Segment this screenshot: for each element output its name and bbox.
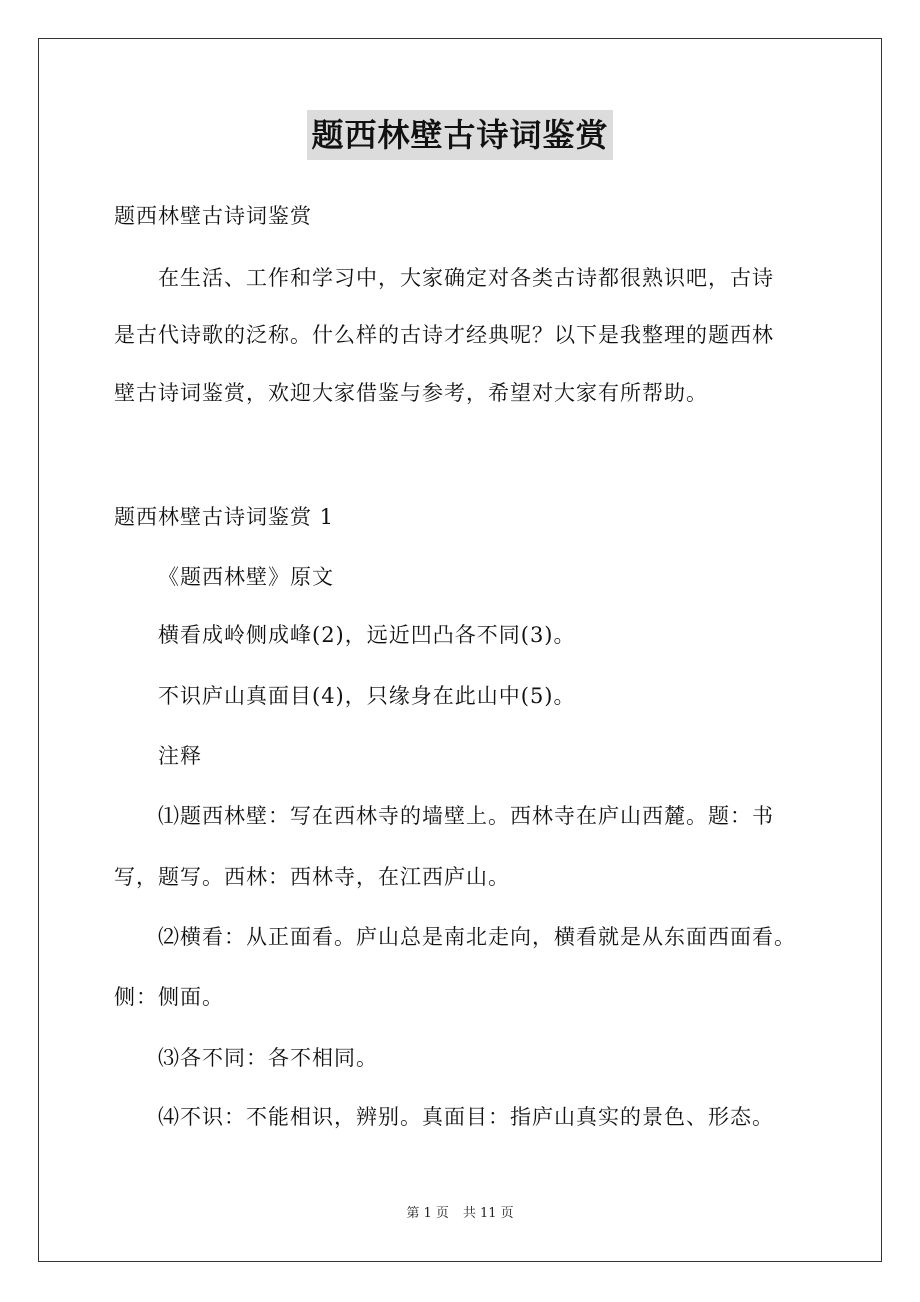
poem-line-2: 不识庐山真面目(4)，只缘身在此山中(5)。 bbox=[158, 684, 576, 708]
original-heading: 《题西林壁》原文 bbox=[158, 565, 334, 589]
page-number: 第 1 页 bbox=[406, 1206, 449, 1221]
note-line-3: ⑵横看：从正面看。庐山总是南北走向，横看就是从东面西面看。 bbox=[158, 925, 796, 949]
intro-line-1: 在生活、工作和学习中，大家确定对各类古诗都很熟识吧，古诗 bbox=[158, 266, 774, 290]
note-line-6: ⑷不识：不能相识，辨别。真面目：指庐山真实的景色、形态。 bbox=[158, 1105, 774, 1129]
page-footer bbox=[0, 1204, 920, 1224]
poem-line-1: 横看成岭侧成峰(2)，远近凹凸各不同(3)。 bbox=[158, 623, 576, 647]
section-heading: 题西林壁古诗词鉴赏 1 bbox=[114, 505, 335, 529]
note-line-5: ⑶各不同：各不相同。 bbox=[158, 1046, 378, 1070]
intro-line-3: 壁古诗词鉴赏，欢迎大家借鉴与参考，希望对大家有所帮助。 bbox=[114, 381, 708, 405]
title-container bbox=[0, 110, 920, 160]
note-line-4: 侧：侧面。 bbox=[114, 985, 224, 1009]
note-line-1: ⑴题西林壁：写在西林寺的墙壁上。西林寺在庐山西麓。题：书 bbox=[158, 804, 774, 828]
note-line-2: 写，题写。西林：西林寺，在江西庐山。 bbox=[114, 865, 510, 889]
notes-heading: 注释 bbox=[158, 744, 202, 768]
document-title: 题西林壁古诗词鉴赏 bbox=[307, 110, 612, 160]
subtitle: 题西林壁古诗词鉴赏 bbox=[114, 204, 312, 228]
intro-line-2: 是古代诗歌的泛称。什么样的古诗才经典呢？以下是我整理的题西林 bbox=[114, 323, 774, 347]
page-total: 共 11 页 bbox=[462, 1206, 514, 1221]
